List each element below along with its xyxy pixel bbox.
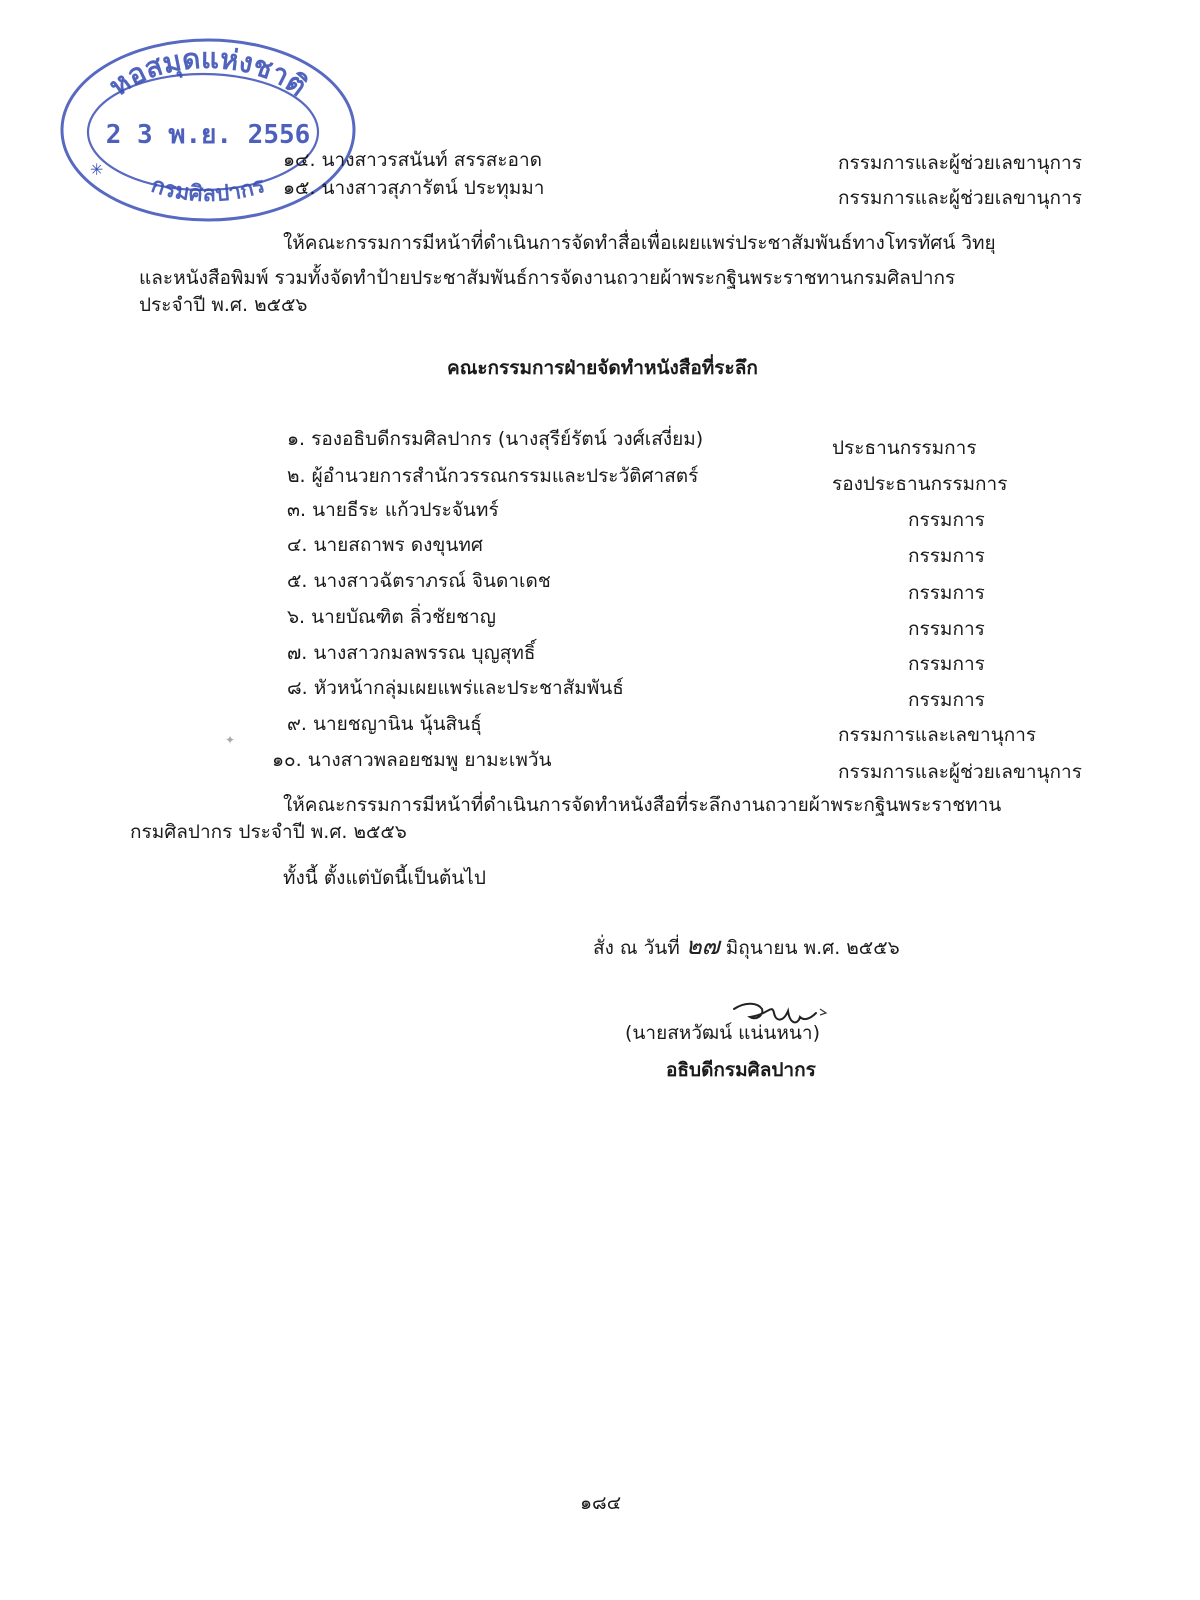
order-date-rest: มิถุนายน พ.ศ. ๒๕๕๖ [725, 937, 900, 959]
member-number: ๕. [287, 570, 308, 592]
member-number: ๒. [287, 465, 306, 487]
member-name: รองอธิบดีกรมศิลปากร (นางสุรีย์รัตน์ วงศ์เสงี่ยม) [311, 428, 704, 450]
member-line-6 [287, 605, 496, 629]
member-line-14 [283, 148, 542, 172]
member-line-4 [287, 533, 483, 557]
member-number: ๑๕. [283, 177, 316, 199]
member-line-15 [283, 176, 544, 200]
member-line-3 [287, 498, 499, 522]
signatory-name: (นายสหวัฒน์ แน่นหนา) [625, 1022, 821, 1044]
member-name: หัวหน้ากลุ่มเผยแพร่และประชาสัมพันธ์ [313, 677, 624, 699]
member-line-10 [272, 748, 552, 772]
member-number: ๘. [287, 677, 308, 699]
member-role: กรรมการ [908, 689, 985, 711]
effective-statement: ทั้งนี้ ตั้งแต่บัดนี้เป็นต้นไป [283, 867, 486, 889]
order-date-day: ๒๗ [685, 932, 720, 960]
scan-mark: ✦ [225, 733, 236, 747]
duty-paragraph-1-line-1: ให้คณะกรรมการมีหน้าที่ดำเนินการจัดทำสื่อเพื่อเผยแพร่ประชาสัมพันธ์ทางโทรทัศน์ วิทยุ [283, 232, 996, 254]
member-name: นายบัณฑิต ลิ่วชัยชาญ [311, 606, 496, 628]
stamp-top-text: หอสมุดแห่งชาติ [102, 41, 314, 103]
member-role: ประธานกรรมการ [832, 437, 977, 459]
committee-heading: คณะกรรมการฝ่ายจัดทำหนังสือที่ระลึก [447, 357, 758, 379]
member-role: กรรมการ [908, 545, 985, 567]
member-line-7 [287, 641, 535, 665]
order-date [593, 934, 900, 960]
stamp-date: 2 3 พ.ย. 2556 [105, 120, 311, 150]
member-number: ๑. [287, 428, 306, 450]
duty-paragraph-2-line-2: กรมศิลปากร ประจำปี พ.ศ. ๒๕๕๖ [130, 821, 407, 843]
stamp-bottom-text: กรมศิลปากร [147, 172, 269, 208]
member-name: นางสาวฉัตราภรณ์ จินดาเดช [313, 570, 551, 592]
member-role: กรรมการและผู้ช่วยเลขานุการ [838, 761, 1082, 783]
duty-paragraph-2-line-1: ให้คณะกรรมการมีหน้าที่ดำเนินการจัดทำหนังสือที่ระลึกงานถวายผ้าพระกฐินพระราชทาน [283, 794, 1002, 816]
member-line-5 [287, 569, 551, 593]
member-role: กรรมการ [908, 618, 985, 640]
member-number: ๙. [287, 713, 307, 735]
member-name: นายชญานิน นุ้นสินธุ์ [313, 713, 482, 735]
signatory-title: อธิบดีกรมศิลปากร [666, 1059, 816, 1081]
order-date-prefix: สั่ง ณ วันที่ [593, 937, 680, 959]
member-name: นางสาวรสนันท์ สรรสะอาด [321, 149, 542, 171]
member-role: รองประธานกรรมการ [832, 473, 1008, 495]
member-number: ๔. [287, 534, 308, 556]
page-number: ๑๘๔ [580, 1492, 622, 1514]
member-role: กรรมการ [908, 653, 985, 675]
member-role: กรรมการ [908, 582, 985, 604]
member-number: ๗. [287, 642, 308, 664]
member-name: ผู้อำนวยการสำนักวรรณกรรมและประวัติศาสตร์ [311, 465, 699, 487]
member-name: นายธีระ แก้วประจันทร์ [312, 499, 499, 521]
member-line-2 [287, 464, 698, 488]
member-name: นางสาวสุภารัตน์ ประทุมมา [321, 177, 545, 199]
duty-paragraph-1-line-3: ประจำปี พ.ศ. ๒๕๕๖ [139, 294, 308, 316]
member-number: ๑๐. [272, 749, 302, 771]
stamp-star-icon: ✳ [90, 160, 104, 179]
member-role: กรรมการ [908, 509, 985, 531]
duty-paragraph-1-line-2: และหนังสือพิมพ์ รวมทั้งจัดทำป้ายประชาสัมพันธ์การจัดงานถวายผ้าพระกฐินพระราชทานกรมศิลปากร [139, 267, 956, 289]
member-role: กรรมการและผู้ช่วยเลขานุการ [838, 187, 1082, 209]
member-number: ๖. [287, 606, 306, 628]
member-line-8 [287, 676, 624, 700]
member-role: กรรมการและผู้ช่วยเลขานุการ [838, 152, 1082, 174]
member-line-1 [287, 427, 703, 451]
member-number: ๓. [287, 499, 307, 521]
member-name: นางสาวกมลพรรณ บุญสุทธิ์ [313, 642, 536, 664]
member-name: นายสถาพร ดงขุนทศ [313, 534, 483, 556]
member-line-9 [287, 712, 482, 736]
member-number: ๑๔. [283, 149, 316, 171]
member-role: กรรมการและเลขานุการ [838, 724, 1037, 746]
member-name: นางสาวพลอยชมพู ยามะเพวัน [307, 749, 552, 771]
